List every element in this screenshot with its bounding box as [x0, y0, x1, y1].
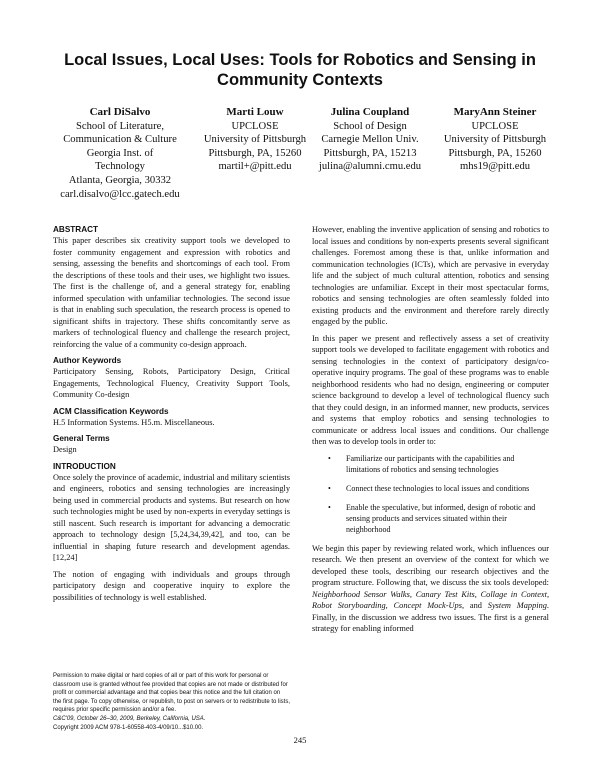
- intro-paragraph: Once solely the province of academic, industrial and military scientists and engineers, robotics and sensing technologies are increasingly being used in commercial products and systems. But research on how such technologies might be used by non-experts in everyday settings is still nascent. Such research is important for advancing a democratic approach to technology design [5,24,34,39,42], and too, can be influential in shaping future research and development agendas. [12,24]: [53, 472, 290, 562]
- author-affiliation-line: School of Literature,: [76, 120, 164, 132]
- goals-list: [312, 453, 549, 535]
- author-name: Marti Louw: [226, 106, 284, 118]
- left-column: [53, 224, 290, 608]
- author-block: [300, 106, 440, 174]
- tool-name: Collage in Context: [480, 589, 547, 599]
- permission-notice: [53, 672, 290, 732]
- author-name: Julina Coupland: [330, 106, 410, 118]
- acm-heading: ACM Classification Keywords: [53, 406, 169, 416]
- author-affiliation-line: University of Pittsburgh: [203, 134, 307, 146]
- list-item: • Enable the speculative, but informed, design of robotic and sensing products and services situated within their neighborhood: [346, 502, 549, 535]
- author-affiliation-line: Pittsburgh, PA, 15213: [323, 147, 417, 159]
- terms-heading: General Terms: [53, 434, 110, 443]
- author-affiliation-line: Technology: [95, 161, 145, 173]
- body-paragraph: We begin this paper by reviewing related work, which influences our research. We then present an overview of the context for which we developed these tools, describing our research objectives and the program structure. Following that, we discuss the six tools developed: Neighborhood Sensor Walks, Canary Test Kits, Collage in Context, Robot Storyboarding, Concept Mock-Ups, and System Mapping. Finally, in the discussion we address two issues. The first is a general strategy for enabling informed: [312, 543, 550, 633]
- introduction-heading: INTRODUCTION: [53, 461, 116, 471]
- abstract-heading: ABSTRACT: [53, 225, 99, 234]
- abstract-text: This paper describes six creativity support tools we developed to foster community engagement and expression with robotics and sensing, assessing the benefits and shortcomings of each tool. From the descriptions of these tools and their uses, we highlight two issues. The first is the challenge of, and a general strategy for, enabling informed speculation with unfamiliar technologies. The second issue is that in enabling such speculation, the research process is opened to significant shifts in trajectory. These shifts concomitantly serve as markers of technological fluency and challenge the research project, reinforcing the value of a community co-design approach.: [53, 236, 290, 349]
- list-item: • Connect these technologies to local issues and conditions: [346, 483, 549, 494]
- tool-name: Concept Mock-Ups: [393, 601, 462, 610]
- author-email: mhs19@pitt.edu: [459, 161, 531, 173]
- keywords-text: Participatory Sensing, Robots, Participatory Design, Critical Engagements, Technological Fluency, Creativity Support Tools, Community Co-design: [53, 367, 290, 399]
- author-affiliation-line: Georgia Inst. of: [86, 147, 154, 159]
- author-email: carl.disalvo@lcc.gatech.edu: [60, 188, 180, 200]
- page-number: 245: [293, 735, 307, 745]
- author-name: Carl DiSalvo: [89, 106, 151, 118]
- tool-name: Canary Test Kits: [415, 589, 475, 599]
- author-block: [430, 106, 560, 174]
- author-affiliation-line: Pittsburgh, PA, 15260: [208, 147, 302, 159]
- intro-paragraph: The notion of engaging with individuals and groups through participatory design and cooperative inquiry to explore the possibilities of technology is well established.: [53, 569, 290, 602]
- tool-name: System Mapping: [487, 601, 547, 610]
- author-affiliation-line: Pittsburgh, PA, 15260: [448, 147, 542, 159]
- author-affiliation-line: Communication & Culture: [63, 134, 177, 146]
- author-affiliation-line: University of Pittsburgh: [443, 134, 547, 146]
- body-paragraph: However, enabling the inventive application of sensing and robotics to local issues and conditions by non-experts presents several significant challenges. Foremost among these is that, unlike information and communication technologies (ICTs), which are pervasive in everyday life and the subject of much cultural attention, robotics and sensing technologies are unfamiliar. Except in their most spectacular forms, robotics and sensing technologies are often seamlessly folded into existing products and the environment and therefore rarely directly engaged by the public.: [312, 225, 549, 326]
- author-affiliation-line: Carnegie Mellon Univ.: [321, 134, 419, 146]
- author-affiliation-line: UPCLOSE: [471, 120, 519, 132]
- author-email: martil+@pitt.edu: [218, 161, 292, 173]
- tool-name: Robot Storyboarding: [312, 601, 386, 610]
- conference-info: C&C'09, October 26–30, 2009, Berkeley, California, USA.: [53, 715, 206, 722]
- author-affiliation-line: School of Design: [333, 120, 407, 132]
- author-block: [195, 106, 315, 174]
- author-affiliation-line: Atlanta, Georgia, 30332: [68, 174, 172, 186]
- right-column: [312, 224, 549, 640]
- author-email: julina@alumni.cmu.edu: [318, 161, 422, 173]
- terms-text: Design: [53, 445, 77, 454]
- author-block: [40, 106, 200, 201]
- copyright-line: Copyright 2009 ACM 978-1-60558-403-4/09/10...$10.00.: [53, 724, 204, 731]
- keywords-heading: Author Keywords: [53, 356, 122, 365]
- acm-text: H.5 Information Systems. H5.m. Miscellaneous.: [53, 417, 215, 427]
- author-name: MaryAnn Steiner: [453, 106, 537, 118]
- paper-title: Local Issues, Local Uses: Tools for Robotics and Sensing in Community Contexts: [64, 51, 536, 89]
- body-paragraph: In this paper we present and reflectively assess a set of creativity support tools we developed to facilitate engagement with robotics and sensing technologies in the context of participatory design/co-operative inquiry programs. The goal of these programs was to enable neighborhood residents who had no design, engineering or computer science background to develop a level of technological fluency such that they could design, in an informed manner, new products, services and systems that employ robotics and sensing technologies to communicate or address local issues and conditions. Our challenge then was to develop tools in order to:: [312, 333, 549, 446]
- author-affiliation-line: UPCLOSE: [231, 120, 279, 132]
- permission-text: Permission to make digital or hard copies of all or part of this work for personal or classroom use is granted without fee provided that copies are not made or distributed for profit or commercial advantage and that copies bear this notice and the full citation on the first page. To copy otherwise, or republish, to post on servers or to redistribute to lists, requires prior specific permission and/or a fee.: [53, 673, 291, 714]
- tool-name: Neighborhood Sensor Walks: [312, 589, 410, 599]
- list-item: • Familiarize our participants with the capabilities and limitations of robotics and sensing technologies: [346, 453, 549, 475]
